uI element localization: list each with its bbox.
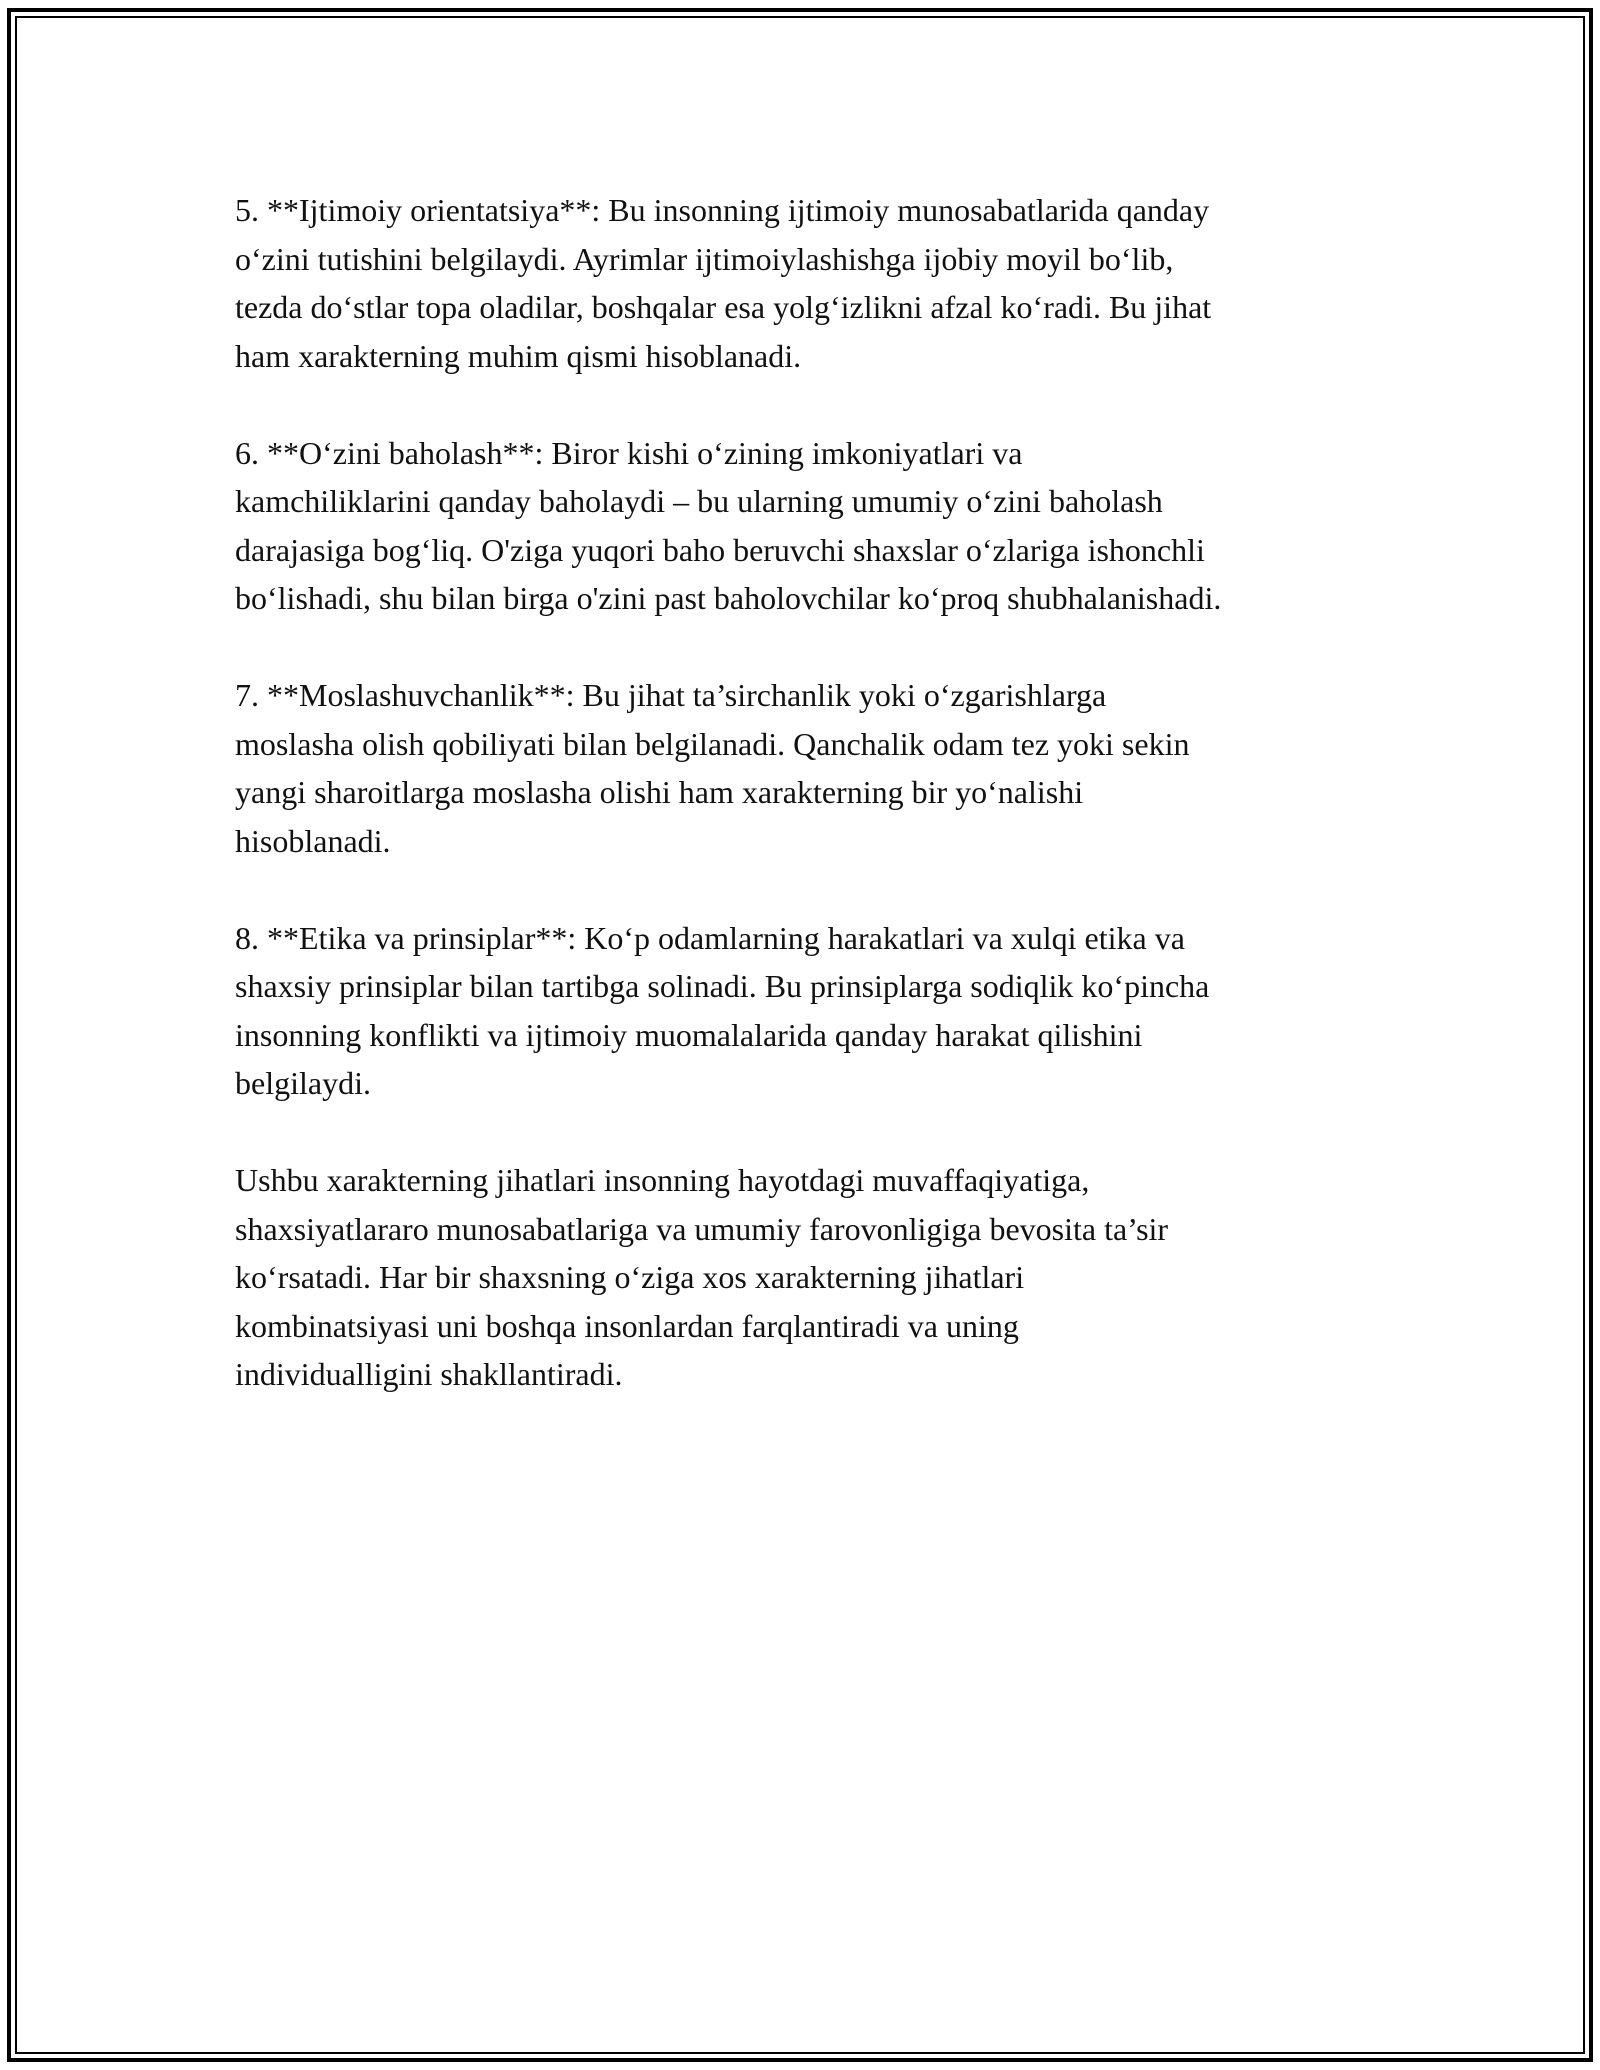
paragraph-etika-va-prinsiplar: 8. **Etika va prinsiplar**: Ko‘p odamlarning harakatlari va xulqi etika va shaxsiy prinsiplar bilan tartibga solinadi. Bu prinsiplarga sodiqlik ko‘pincha insonning konflikti va ijtimoiy muomalalarida qanday harakat qilishini belgilaydi. <box>235 919 1210 1101</box>
document-body <box>235 186 1375 1447</box>
paragraph-moslashuvchanlik: 7. **Moslashuvchanlik**: Bu jihat ta’sirchanlik yoki o‘zgarishlarga moslasha olish qobiliyati bilan belgilanadi. Qanchalik odam tez yoki sekin yangi sharoitlarga moslasha olishi ham xarakterning bir yo‘nalishi hisoblanadi. <box>235 677 1190 859</box>
paragraph-ozini-baholash: 6. **O‘zini baholash**: Biror kishi o‘zining imkoniyatlari va kamchiliklarini qanday baholaydi – bu ularning umumiy o‘zini baholash darajasiga bog‘liq. O'ziga yuqori baho beruvchi shaxslar o‘zlariga ishonchli bo‘lishadi, shu bilan birga o'zini past baholovchilar ko‘proq shubhalanishadi. <box>235 434 1222 616</box>
paragraph-conclusion: Ushbu xarakterning jihatlari insonning hayotdagi muvaffaqiyatiga, shaxsiyatlararo munosabatlariga va umumiy farovonligiga bevosita ta’sir ko‘rsatadi. Har bir shaxsning o‘ziga xos xarakterning jihatlari kombinatsiyasi uni boshqa insonlardan farqlantiradi va uning individualligini shakllantiradi. <box>235 1162 1169 1392</box>
paragraph-ijtimoiy-orientatsiya: 5. **Ijtimoiy orientatsiya**: Bu insonning ijtimoiy munosabatlarida qanday o‘zini tutishini belgilaydi. Ayrimlar ijtimoiylashishga ijobiy moyil bo‘lib, tezda do‘stlar topa oladilar, boshqalar esa yolg‘izlikni afzal ko‘radi. Bu jihat ham xarakterning muhim qismi hisoblanadi. <box>235 192 1212 374</box>
